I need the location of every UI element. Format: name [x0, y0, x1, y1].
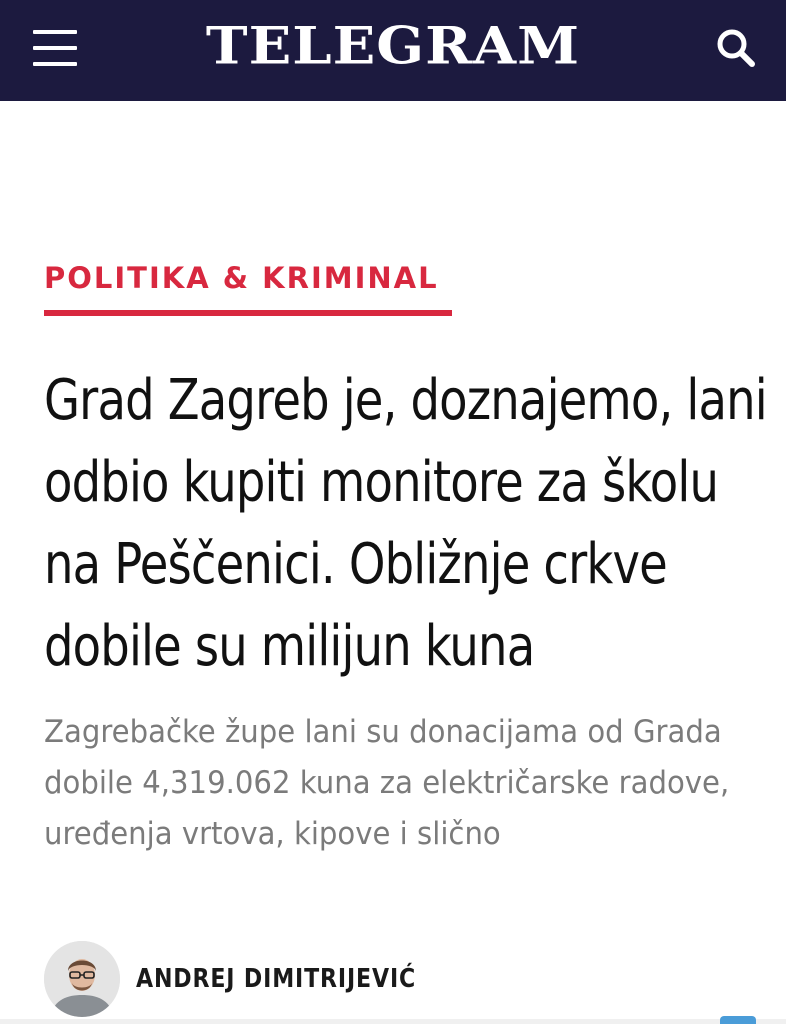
- author-name[interactable]: ANDREJ DIMITRIJEVIĆ: [136, 964, 417, 994]
- search-icon: [712, 24, 762, 74]
- bottom-divider: [0, 1019, 786, 1024]
- search-button[interactable]: [712, 24, 762, 74]
- site-header: [0, 0, 786, 101]
- author-portrait-icon: [44, 941, 120, 1017]
- category-underline: [44, 310, 452, 316]
- article-headline: Grad Zagreb je, doznajemo, lani odbio kupiti monitore za školu na Peščenici. Obližnje crkve dobile su milijun kuna: [44, 368, 767, 679]
- author-avatar[interactable]: [44, 941, 120, 1017]
- article-subtitle: Zagrebačke župe lani su donacijama od Grada dobile 4,319.062 kuna za električarske radove, uređenja vrtova, kipove i slično: [44, 714, 730, 852]
- bottom-partial-element: [720, 1016, 756, 1024]
- site-logo[interactable]: TELEGRAM: [205, 15, 581, 77]
- category-link[interactable]: POLITIKA & KRIMINAL: [44, 261, 439, 295]
- author-byline[interactable]: [44, 940, 466, 1018]
